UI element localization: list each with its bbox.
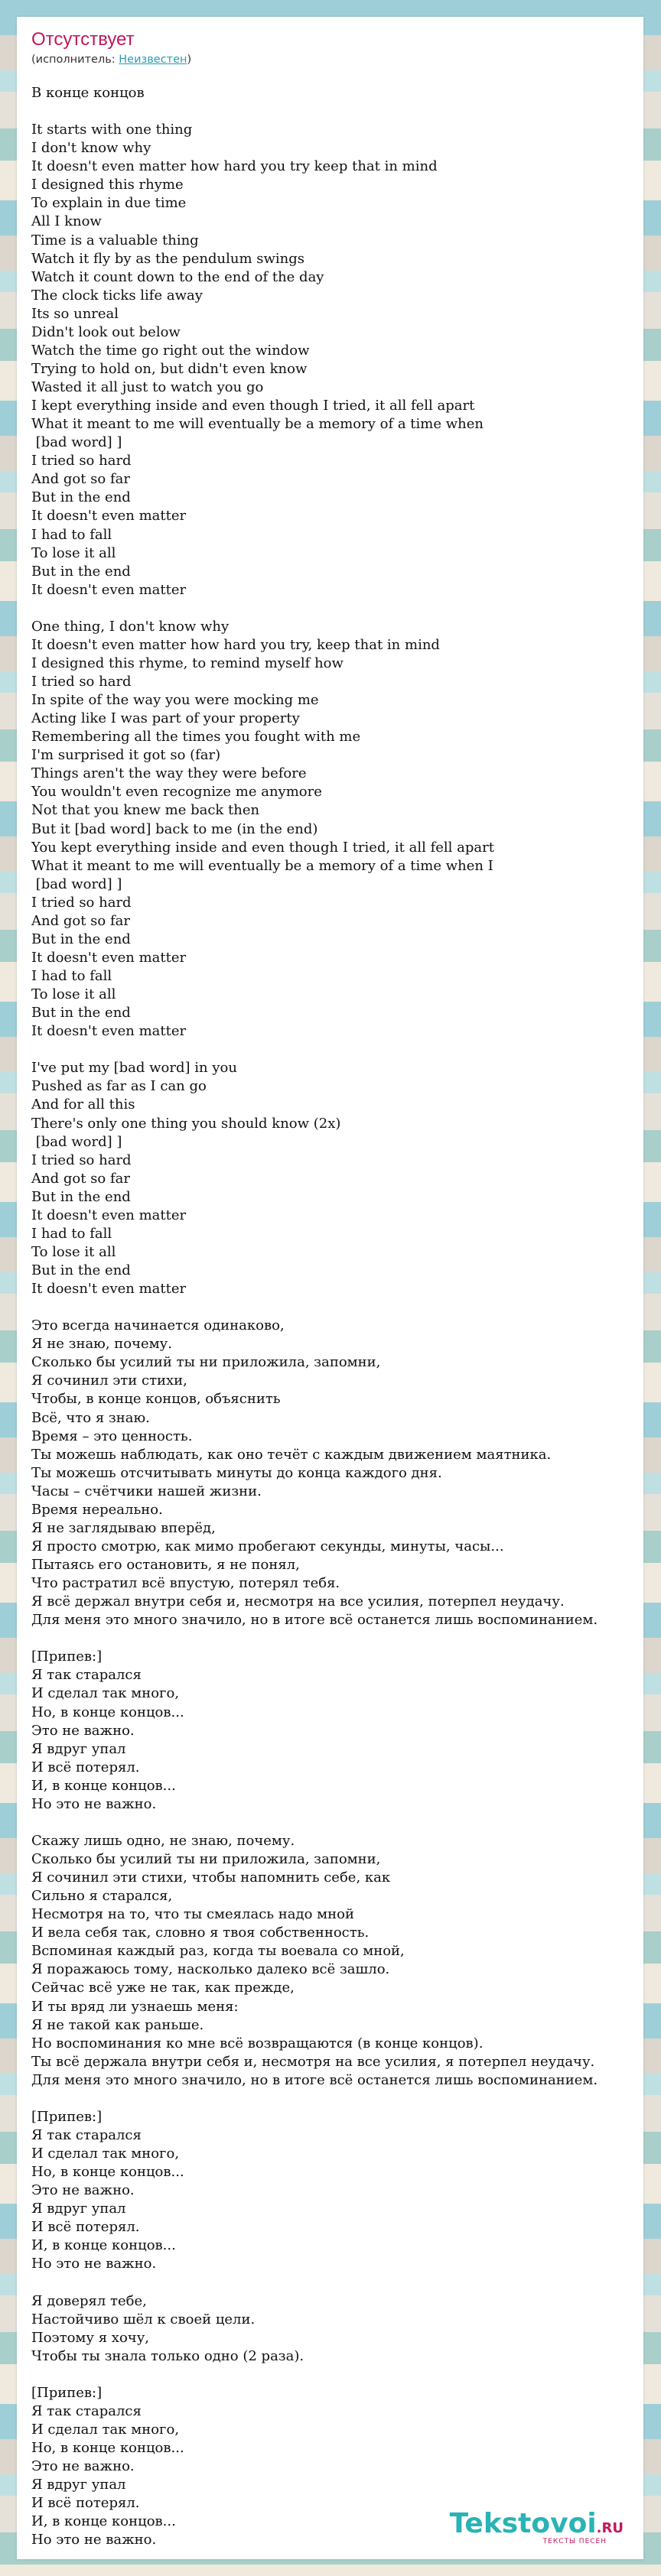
lyric-line: You wouldn't even recognize me anymore <box>31 784 322 801</box>
lyric-line: Didn't look out below <box>31 323 181 340</box>
lyric-line: I tried so hard <box>31 1152 132 1168</box>
lyric-line: I had to fall <box>31 526 112 543</box>
lyric-line: Вспоминая каждый раз, когда ты воевала со мной, <box>31 1943 405 1960</box>
lyric-line: Настойчиво шёл к своей цели. <box>31 2311 256 2327</box>
lyric-line: But in the end <box>31 931 131 947</box>
lyric-line: Я вдруг упал <box>31 1740 126 1757</box>
lyric-line: Чтобы, в конце концов, объяснить <box>31 1391 281 1408</box>
lyric-line: It doesn't even matter how hard you try, keep that in mind <box>31 636 440 653</box>
lyric-line: [Припев:] <box>31 2108 103 2125</box>
lyric-line: It doesn't even matter <box>31 949 187 966</box>
lyric-line: Wasted it all just to watch you go <box>31 379 264 395</box>
lyric-line: Я всё держал внутри себя и, несмотря на все усилия, потерпел неудачу. <box>31 1593 565 1610</box>
lyric-line: Но это не важно. <box>31 1795 157 1812</box>
lyric-line: But in the end <box>31 1188 131 1205</box>
lyric-line: And got so far <box>31 1170 130 1187</box>
lyric-line: Acting like I was part of your property <box>31 710 300 727</box>
lyric-line: И всё потерял. <box>31 2495 140 2512</box>
lyric-line: In spite of the way you were mocking me <box>31 692 319 709</box>
lyric-line <box>31 102 640 121</box>
lyrics-text <box>31 84 640 2549</box>
lyric-line: Я поражаюсь тому, насколько далеко всё зашло. <box>31 1961 390 1978</box>
lyric-line: И, в конце концов... <box>31 1777 176 1794</box>
lyric-line: Watch it count down to the end of the day <box>31 268 324 285</box>
lyric-line: [bad word] ] <box>31 1133 122 1150</box>
lyric-line: What it meant to me will eventually be a memory of a time when I <box>31 857 493 874</box>
lyric-line: И вела себя так, словно я твоя собственность. <box>31 1925 370 1941</box>
lyric-line <box>31 1298 640 1317</box>
lyric-line: It doesn't even matter <box>31 508 187 525</box>
lyric-line: Для меня это много значило, но в итоге всё останется лишь воспоминанием. <box>31 2071 598 2088</box>
lyric-line: Я не такой как раньше. <box>31 2016 204 2033</box>
lyric-line: Its so unreal <box>31 305 119 322</box>
lyric-line: Сильно я старался, <box>31 1888 173 1905</box>
lyric-line: Это не важно. <box>31 2182 135 2199</box>
lyric-line: To explain in due time <box>31 195 187 212</box>
lyric-line: Сколько бы усилий ты ни приложила, запомни, <box>31 1354 381 1371</box>
lyric-line: Я так старался <box>31 1667 142 1684</box>
lyric-line: И, в конце концов... <box>31 2237 176 2254</box>
byline-prefix: (исполнитель: <box>31 54 119 66</box>
lyric-line: Скажу лишь одно, не знаю, почему. <box>31 1832 295 1849</box>
lyric-line: И сделал так много, <box>31 2146 180 2162</box>
lyric-line: Not that you knew me back then <box>31 802 260 819</box>
lyric-line: [bad word] ] <box>31 875 122 892</box>
lyric-line: Я вдруг упал <box>31 2201 126 2217</box>
lyric-line: Поэтому я хочу, <box>31 2329 150 2346</box>
lyric-line: I tried so hard <box>31 894 132 911</box>
lyric-line: Time is a valuable thing <box>31 232 199 249</box>
lyric-line: The clock ticks life away <box>31 287 203 304</box>
lyric-line: Я не заглядываю вперёд, <box>31 1519 216 1536</box>
site-logo[interactable] <box>450 2508 624 2539</box>
lyric-line: Ты можешь отсчитывать минуты до конца каждого дня. <box>31 1464 442 1481</box>
lyric-line: Время – это ценность. <box>31 1428 193 1444</box>
lyric-line: Это не важно. <box>31 2458 135 2475</box>
lyric-line: It doesn't even matter <box>31 1207 187 1223</box>
lyrics-card <box>17 17 643 2559</box>
lyric-line: Но это не важно. <box>31 2532 157 2548</box>
lyric-line: I had to fall <box>31 968 112 984</box>
lyric-line: There's only one thing you should know (2x) <box>31 1115 341 1132</box>
lyric-line: [bad word] ] <box>31 434 122 451</box>
lyric-line: I tried so hard <box>31 453 132 469</box>
lyric-line: Сколько бы усилий ты ни приложила, запомни, <box>31 1851 381 1867</box>
lyric-line: Это всегда начинается одинаково, <box>31 1317 285 1334</box>
lyric-line: Пытаясь его остановить, я не понял, <box>31 1557 300 1573</box>
lyric-line: Watch it fly by as the pendulum swings <box>31 250 304 267</box>
lyric-line: Время нереально. <box>31 1501 163 1518</box>
lyric-line: Pushed as far as I can go <box>31 1078 207 1095</box>
lyric-line: I'm surprised it got so (far) <box>31 747 221 764</box>
lyric-line: И сделал так много, <box>31 2421 180 2438</box>
lyric-line: To lose it all <box>31 544 116 561</box>
lyric-line: Ты всё держала внутри себя и, несмотря на все усилия, я потерпел неудачу. <box>31 2053 595 2070</box>
lyric-line: Всё, что я знаю. <box>31 1409 150 1426</box>
lyric-line: Несмотря на то, что ты смеялась надо мной <box>31 1906 354 1923</box>
lyric-line <box>31 2273 640 2292</box>
lyric-line: Это не важно. <box>31 1722 135 1739</box>
lyric-line: But in the end <box>31 1262 131 1278</box>
lyric-line: Я сочинил эти стихи, чтобы напомнить себе, как <box>31 1869 391 1886</box>
artist-link[interactable]: Неизвестен <box>119 54 187 66</box>
lyric-line: I've put my [bad word] in you <box>31 1060 237 1077</box>
lyric-line: What it meant to me will eventually be a memory of a time when <box>31 416 484 433</box>
lyric-line: Trying to hold on, but didn't even know <box>31 360 308 377</box>
lyric-line: But in the end <box>31 489 131 506</box>
lyric-line: You kept everything inside and even though I tried, it all fell apart <box>31 839 494 856</box>
lyric-line: Watch the time go right out the window <box>31 342 310 359</box>
lyric-line: Сейчас всё уже не так, как прежде, <box>31 1980 295 1996</box>
lyric-line: Я вдруг упал <box>31 2477 126 2493</box>
song-title: Отсутствует <box>31 29 135 50</box>
lyric-line: Но, в конце концов... <box>31 1704 184 1720</box>
lyric-line: Я так старался <box>31 2402 142 2419</box>
lyric-line: One thing, I don't know why <box>31 618 230 635</box>
lyric-line: И, в конце концов... <box>31 2513 176 2530</box>
lyric-line: И всё потерял. <box>31 1759 140 1775</box>
lyric-line: [Припев:] <box>31 2384 103 2401</box>
lyric-line: To lose it all <box>31 986 116 1003</box>
logo-name: Tekstovoi <box>449 2508 597 2539</box>
lyric-line: И сделал так много, <box>31 1685 180 1702</box>
lyric-line: Но, в конце концов... <box>31 2164 184 2181</box>
lyric-line: I don't know why <box>31 140 151 157</box>
lyric-line: I tried so hard <box>31 674 132 690</box>
lyric-line: It doesn't even matter <box>31 1023 187 1040</box>
lyric-line: Но, в конце концов... <box>31 2440 184 2456</box>
lyric-line: В конце концов <box>31 85 145 101</box>
lyric-line: But in the end <box>31 1005 131 1022</box>
lyric-line: I designed this rhyme, to remind myself how <box>31 655 344 671</box>
lyric-line: And got so far <box>31 471 130 488</box>
lyric-line: Я просто смотрю, как мимо пробегают секунды, минуты, часы... <box>31 1538 504 1554</box>
lyric-line: Часы – счётчики нашей жизни. <box>31 1483 262 1499</box>
lyric-line: Ты можешь наблюдать, как оно течёт с каждым движением маятника. <box>31 1446 552 1463</box>
lyric-line: Я сочинил эти стихи, <box>31 1372 187 1389</box>
lyric-line: All I know <box>31 213 102 230</box>
lyric-line: И ты вряд ли узнаешь меня: <box>31 1998 239 2015</box>
lyric-line: I had to fall <box>31 1225 112 1242</box>
lyric-line: Я доверял тебе, <box>31 2292 147 2309</box>
lyric-line: И всё потерял. <box>31 2219 140 2236</box>
lyric-line <box>31 1041 640 1059</box>
artist-byline <box>31 54 191 66</box>
lyric-line: Remembering all the times you fought with me <box>31 729 361 746</box>
lyric-line: Но это не важно. <box>31 2256 157 2272</box>
lyric-line: But in the end <box>31 563 131 580</box>
lyric-line: It doesn't even matter <box>31 581 187 598</box>
logo-subtitle: ТЕКСТЫ ПЕСЕН <box>542 2538 607 2545</box>
lyric-line: Что растратил всё впустую, потерял тебя. <box>31 1575 340 1592</box>
lyric-line <box>31 1814 640 1832</box>
lyric-line <box>31 1629 640 1648</box>
lyric-line: I kept everything inside and even though I tried, it all fell apart <box>31 398 475 414</box>
lyric-line: To lose it all <box>31 1243 116 1260</box>
logo-tld: .RU <box>596 2520 624 2536</box>
lyric-line: And for all this <box>31 1096 135 1113</box>
lyric-line: Для меня это много значило, но в итоге всё останется лишь воспоминанием. <box>31 1612 598 1629</box>
lyric-line: Но воспоминания ко мне всё возвращаются (в конце концов). <box>31 2035 484 2051</box>
lyric-line <box>31 2090 640 2108</box>
lyric-line: And got so far <box>31 912 130 929</box>
lyric-line: Я не знаю, почему. <box>31 1336 172 1353</box>
lyric-line <box>31 2366 640 2384</box>
lyric-line: Чтобы ты знала только одно (2 раза). <box>31 2347 304 2364</box>
byline-suffix: ) <box>187 54 192 66</box>
lyric-line: It doesn't even matter how hard you try keep that in mind <box>31 158 438 175</box>
lyric-line: Things aren't the way they were before <box>31 765 307 782</box>
lyric-line: It doesn't even matter <box>31 1281 187 1298</box>
lyric-line: I designed this rhyme <box>31 177 184 193</box>
lyric-line: It starts with one thing <box>31 122 193 138</box>
lyric-line <box>31 599 640 618</box>
lyric-line: [Припев:] <box>31 1649 103 1665</box>
lyric-line: Я так старался <box>31 2126 142 2143</box>
lyric-line: But it [bad word] back to me (in the end) <box>31 820 318 837</box>
